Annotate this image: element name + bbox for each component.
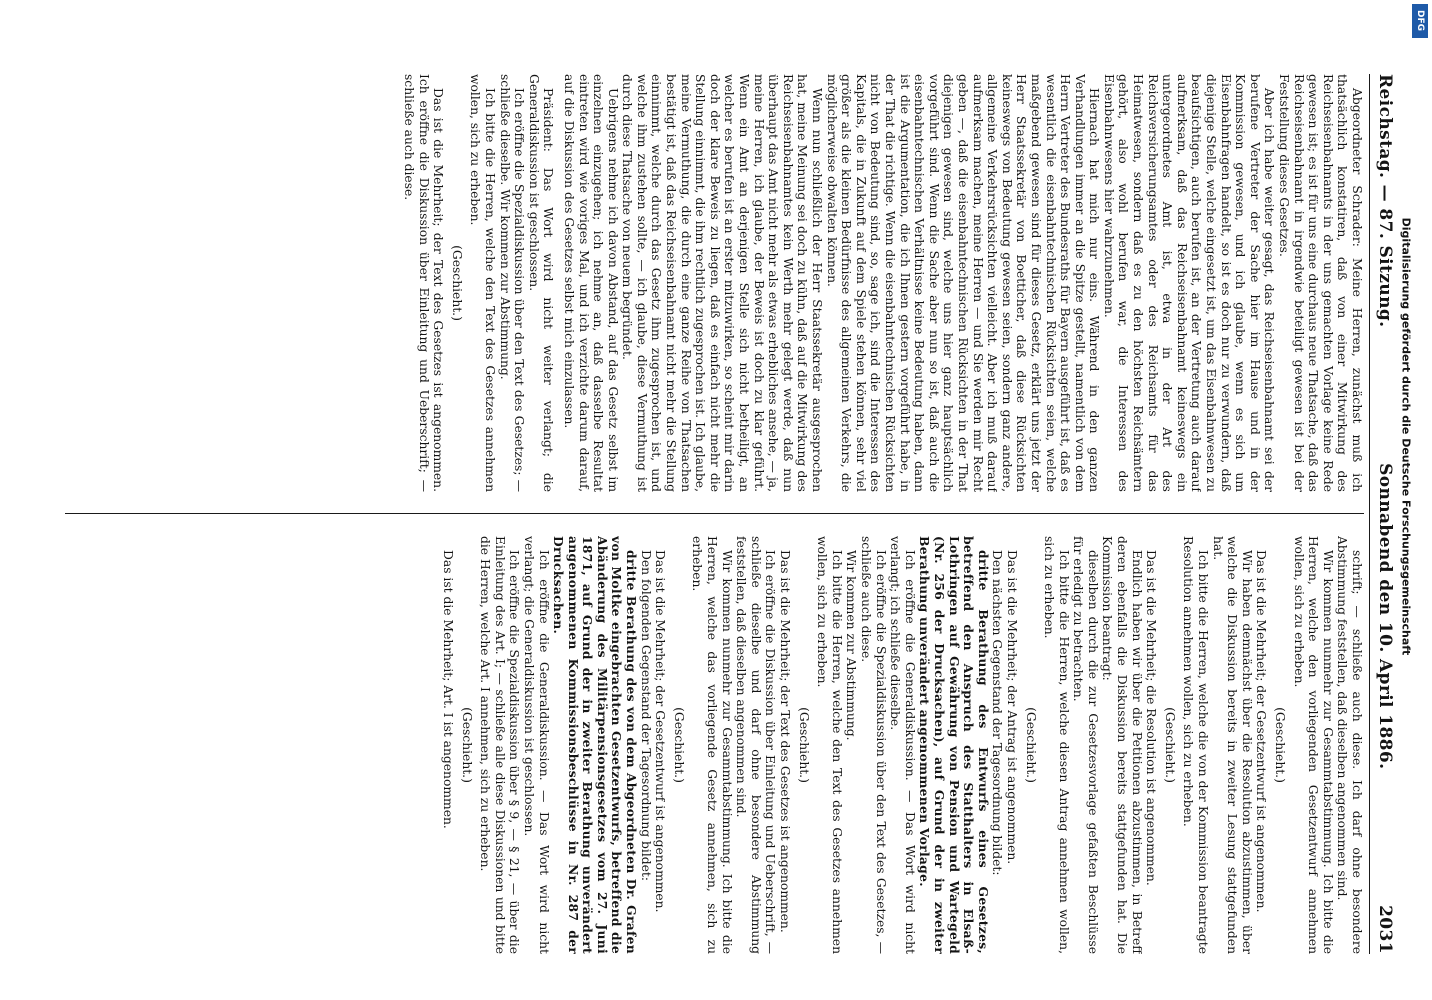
paragraph: Wir kommen nunmehr zur Gesammtabstimmung. Ich bitte die Herren, welche das vorliegende Gesetz annehmen, sich zu erheben. bbox=[690, 536, 734, 954]
digitization-credit: Digitalisierung gefördert durch die Deutsche Forschungsgemeinschaft bbox=[1399, 217, 1413, 656]
paragraph: Wir kommen nunmehr zur Gesammtabstimmung. Ich bitte die Herren, welche den vorliegenden Gesetzentwurf annehmen wollen, sich zu erheben. bbox=[1291, 536, 1335, 954]
paragraph: Aber ich habe weiter gesagt, das Reichseisenbahnamt sei der berufene Vertreter der Sache hier im Hause und in der Kommission gewesen, und ich glaube, wenn es sich um Eisenbahnfragen handelt, so ist es doch nur zu verwundern, daß diejenige Stelle, welche eingesetzt ist, um das Eisenbahnwesen zu beaufsichtigen, auch berufen ist, an der Vertretung auch darauf aufmerksam, daß das Reichseisenbahnamt keineswegs ein untergeordnetes Amt ist, etwa in der Art des Reichsversicherungsamtes oder des Reichsamts für das Heimatwesen, sondern daß es zu den höchsten Reichsämtern gehört, also wohl berufen war, die Interessen des Eisenbahnwesens hier wahrzunehmen. bbox=[1101, 74, 1277, 492]
paragraph: Ich eröffne die Generaldiskussion. — Das Wort wird nicht verlangt; ich schließe dieselbe. bbox=[888, 536, 917, 954]
stage-direction: (Geschieht.) bbox=[796, 707, 811, 783]
paragraph: Endlich haben wir über die Petitionen abzustimmen, in Betreff deren ebenfalls die Diskussion bereits stattgefunden hat. Die Kommission beantragt: bbox=[1100, 536, 1144, 954]
paragraph: Das ist die Mehrheit; Art. I ist angenommen. bbox=[440, 550, 455, 829]
paragraph: Den nächsten Gegenstand der Tagesordnung bildet: bbox=[990, 550, 1005, 876]
paragraph: Das ist die Mehrheit; der Gesetzentwurf ist angenommen. bbox=[1254, 550, 1269, 913]
page-number: 2031 bbox=[1375, 905, 1395, 954]
paragraph: dieselben durch die zur Gesetzesvorlage gefaßten Beschlüsse für erledigt zu betrachten. bbox=[1071, 536, 1100, 954]
paragraph: Ich bitte die Herren, welche den Text des Gesetzes annehmen wollen, sich zu erheben. bbox=[815, 536, 844, 954]
stage-direction: (Geschieht.) bbox=[1023, 707, 1038, 783]
stage-direction: (Geschieht.) bbox=[459, 707, 474, 783]
stage-direction: (Geschieht.) bbox=[1273, 707, 1288, 783]
paragraph: Das ist die Mehrheit; der Gesetzentwurf ist angenommen. bbox=[653, 550, 668, 913]
paragraph: Wir haben demnächst über die Resolution abzustimmen, über welche die Diskussion bereits in zweiter Lesung stattgefunden hat. bbox=[1210, 536, 1254, 954]
paragraph: Wenn nun schließlich der Herr Staatssekretär ausgesprochen hat, meine Meinung sei doch zu kühn, daß auf die Mitwirkung des Reichseisenbahnamtes kein Werth mehr gelegt werde, daß nun überhaupt das Amt nicht mehr als etwas erhebliches ansehe, — ja, meine Herren, ich glaube, der Beweis ist doch zu klar geführt. Wenn ein Amt an derjenigen Stelle sich nicht betheiligt, an welcher es berufen ist an erster mitzuwirken, so scheint mir darin doch der klare Beweis zu liegen, daß es einfach nicht mehr die Stellung einnimmt, die ihm rechtlich zugesprochen ist. Ich glaube, meine Vermuthung, die durch eine ganze Reihe von Thatsachen bestätigt ist, daß das Reichseisenbahnamt nicht mehr die Stellung einnimmt, welche durch das Gesetz ihm zugesprochen ist, und welche ihm zustehen sollte, — ich glaube, diese Vermuthung ist durch diese Thatsache von neuem begründet. bbox=[620, 74, 825, 492]
dfg-logo bbox=[1412, 4, 1428, 38]
paragraph: Ich bitte die Herren, welche diesen Antrag annehmen wollen, sich zu erheben. bbox=[1042, 536, 1071, 954]
paragraph: Ich eröffne die Spezialdiskussion über den Text des Gesetzes, — schließe auch diese. bbox=[859, 536, 888, 954]
paragraph: Ich eröffne die Spezialdiskussion über den Text des Gesetzes; — schließe dieselbe. Wir kommen zur Abstimmung. bbox=[497, 74, 527, 492]
paragraph: Präsident: Das Wort wird nicht weiter verlangt; die Generaldiskussion ist geschlossen. bbox=[526, 74, 556, 492]
column-divider bbox=[65, 513, 1364, 514]
header-left: Reichstag. — 87. Sitzung. bbox=[1375, 74, 1395, 328]
paragraph: Das ist die Mehrheit; der Antrag ist angenommen. bbox=[1004, 550, 1019, 865]
paragraph: Abgeordneter Schrader: Meine Herren, zunächst muß ich thatsächlich konstatiren, daß von einer Mitwirkung des Reichseisenbahnamts in der uns gemachten Vorlage keine Rede gewesen ist; es ist für uns eine durchaus neue Thatsache, daß das Reichseisenbahnamt in irgendwie beteiligt gewesen ist bei der Feststellung dieses Gesetzes. bbox=[1277, 74, 1364, 492]
paragraph: Den folgenden Gegenstand der Tagesordnung bildet: bbox=[638, 550, 653, 881]
header-rule bbox=[1369, 74, 1370, 954]
right-column bbox=[65, 536, 1364, 954]
paragraph: Uebrigens nehme ich davon Abstand, auf das Gesetz selbst im einzelnen einzugehen; ich nehme an, daß dasselbe Resultat eintreten wird wie voriges Mal, und ich verzichte darum darauf, auf die Diskussion des Gesetzes selbst mich einzulassen. bbox=[561, 74, 620, 492]
paragraph: Das ist die Mehrheit; die Resolution ist angenommen. bbox=[1144, 550, 1159, 886]
agenda-item: dritte Berathung des von dem Abgeordneten Dr. Grafen von Moltke eingebrachten Gesetzentwurfs, betreffend die Abänderung des Militärpensionsgesetzes vom 27. Juni 1871, auf Grund der in zweiter Berathung unverändert angenommenen Kommissionsbeschlüsse in Nr. 287 der Drucksachen. bbox=[551, 536, 640, 954]
paragraph: Das ist die Mehrheit; der Text des Gesetzes ist angenommen. bbox=[778, 550, 793, 933]
stage-direction: (Geschieht.) bbox=[449, 245, 464, 321]
paragraph: Ich eröffne die Spezialdiskussion über § 9, — § 21, — über die Einleitung des Art. I; — schließe alle diese Diskussionen und bitte die Herren, welche Art. I annehmen, sich zu erheben. bbox=[478, 536, 522, 954]
header-date: Sonnabend den 10. April 1886. bbox=[1375, 463, 1395, 770]
stage-direction: (Geschieht.) bbox=[1162, 707, 1177, 783]
paragraph: Ich eröffne die Generaldiskussion. — Das Wort wird nicht verlangt; die Generaldiskussion ist geschlossen. bbox=[521, 536, 551, 954]
paragraph: Ich bitte die Herren, welche die von der Kommission beantragte Resolution annehmen wollen, sich zu erheben. bbox=[1181, 536, 1211, 954]
left-column bbox=[65, 74, 1364, 492]
side-credit-strip bbox=[1380, 0, 1432, 1000]
paragraph: Das ist die Mehrheit; der Text des Gesetzes ist angenommen. Ich eröffne die Diskussion über Einleitung und Ueberschrift; — schließe auch diese. bbox=[402, 74, 446, 492]
paragraph: Wir kommen zur Abstimmung. bbox=[844, 550, 859, 741]
paragraph: Hiernach hat mich nur eins. Während in den ganzen Verhandlungen immer an die Spitze gestellt, namentlich von dem Herrn Vertreter des Bundesraths für Bayern ausgeführt ist, daß es wesentlich die eisenbahntechnischen Rücksichten seien, welche maßgebend gewesen sind für dieses Gesetz, erklärt uns jetzt der Herr Staatssekretär von Boetticher, daß diese Rücksichten keineswegs von Bedeutung gewesen seien, sondern ganz andere, allgemeine Verkehrsrücksichten vielleicht. Aber ich muß darauf aufmerksam machen, meine Herren — und Sie werden mir Recht geben —, daß die eisenbahntechnischen Rücksichten in der That diejenigen gewesen sind, welche uns hier ganz hauptsächlich vorgeführt sind. Wenn die Sache aber nun so ist, daß auch die eisenbahntechnischen Verhältnisse keine Bedeutung haben, dann ist die Argumentation, die ich Ihnen gestern vorgeführt habe, in der That die richtige. Wenn die eisenbahntechnischen Rücksichten nicht von Bedeutung sind, so, sage ich, sind die Interessen des Kapitals, die in Zukunft auf dem Spiele stehen können, sehr viel größer als die kleinen Bedürfnisse des allgemeinen Verkehrs, die möglicherweise obwalten können. bbox=[824, 74, 1102, 492]
stage-direction: (Geschieht.) bbox=[671, 707, 686, 783]
dfg-logo-text: DFG bbox=[1415, 10, 1425, 32]
paragraph: schrift; — schließe auch diese. Ich darf ohne besondere Abstimmung feststellen, daß dieselben angenommen sind. bbox=[1335, 536, 1364, 954]
agenda-item: dritte Berathung des Entwurfs eines Gesetzes, betreffend den Anspruch des Statthalters in Elsaß-Lothringen auf Gewährung von Pension und Wartegeld (Nr. 256 der Drucksachen), auf Grund der in zweiter Berathung unverändert angenommenen Vorlage. bbox=[917, 536, 991, 954]
paragraph: Ich eröffne die Diskussion über Einleitung und Ueberschrift, — schließe dieselbe und darf ohne besondere Abstimmung feststellen, daß dieselben angenommen sind. bbox=[734, 536, 778, 954]
document-page bbox=[65, 74, 1397, 954]
paragraph: Ich bitte die Herren, welche den Text des Gesetzes annehmen wollen, sich zu erheben. bbox=[468, 74, 497, 492]
